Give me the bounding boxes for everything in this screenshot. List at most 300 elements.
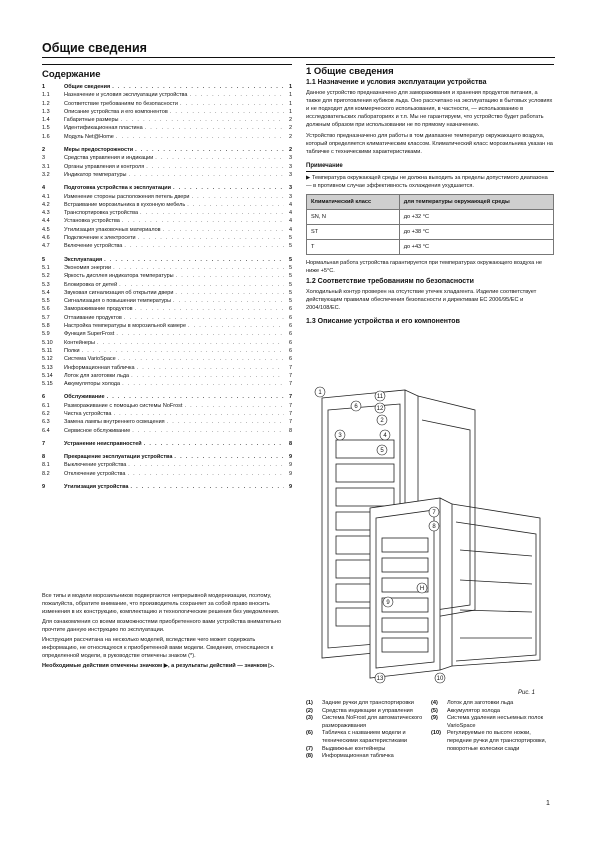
toc-entry[interactable] bbox=[42, 339, 292, 347]
toc-entry[interactable] bbox=[42, 133, 292, 141]
legend-text: Аккумулятор холода bbox=[447, 707, 500, 714]
legend-item bbox=[306, 746, 431, 754]
toc-number: 5.1 bbox=[42, 264, 50, 271]
toc-page: 3 bbox=[288, 193, 292, 200]
toc-page: 1 bbox=[288, 100, 292, 107]
toc-entry[interactable] bbox=[42, 184, 292, 192]
toc-entry[interactable] bbox=[42, 234, 292, 242]
legend-key: (3) bbox=[306, 715, 313, 722]
callout-6 bbox=[351, 401, 361, 411]
toc-leader bbox=[80, 347, 284, 355]
toc-page: 7 bbox=[288, 372, 292, 379]
table-cell: ST bbox=[307, 225, 400, 240]
toc-entry[interactable] bbox=[42, 322, 292, 330]
toc-page: 4 bbox=[288, 218, 292, 225]
toc-number: 1.4 bbox=[42, 117, 50, 124]
legend-key: (5) bbox=[431, 707, 438, 714]
callout-9 bbox=[383, 597, 393, 607]
svg-text:4: 4 bbox=[383, 433, 387, 439]
toc-number: 6.3 bbox=[42, 419, 50, 426]
toc-page: 6 bbox=[288, 331, 292, 338]
table-of-contents bbox=[42, 83, 292, 491]
toc-entry[interactable] bbox=[42, 226, 292, 234]
toc-number: 4.2 bbox=[42, 201, 50, 208]
toc-leader bbox=[116, 355, 284, 363]
toc-entry[interactable] bbox=[42, 264, 292, 272]
toc-title-text: Настройка температуры в морозильной камере bbox=[64, 323, 186, 330]
toc-entry[interactable] bbox=[42, 461, 292, 469]
toc-entry[interactable] bbox=[42, 124, 292, 132]
callout-12 bbox=[375, 403, 385, 413]
note-text: ▶ Температура окружающей среды не должна выходить за пределы допустимого диапазона — в противном случае эффективность охлаждения ухудшается. bbox=[306, 175, 548, 189]
toc-page: 7 bbox=[288, 394, 292, 401]
toc-entry[interactable] bbox=[42, 217, 292, 225]
toc-entry[interactable] bbox=[42, 305, 292, 313]
toc-entry[interactable] bbox=[42, 256, 292, 264]
toc-leader bbox=[135, 364, 284, 372]
table-cell: T bbox=[307, 240, 400, 255]
legend-key: (2) bbox=[306, 707, 313, 714]
figure-legend bbox=[306, 700, 556, 761]
toc-page: 3 bbox=[288, 171, 292, 178]
toc-leader bbox=[142, 440, 284, 448]
toc-leader bbox=[144, 163, 284, 171]
callout-1 bbox=[315, 387, 325, 397]
callout-3 bbox=[335, 430, 345, 440]
toc-number: 5.12 bbox=[42, 356, 53, 363]
svg-text:9: 9 bbox=[386, 600, 390, 606]
toc-number: 4.7 bbox=[42, 243, 50, 250]
toc-entry[interactable] bbox=[42, 347, 292, 355]
toc-entry[interactable] bbox=[42, 193, 292, 201]
legend-item bbox=[431, 730, 556, 753]
toc-title-text: Чистка устройства bbox=[64, 410, 112, 417]
toc-page: 6 bbox=[288, 356, 292, 363]
section-rule bbox=[306, 64, 554, 65]
toc-leader bbox=[129, 483, 285, 491]
toc-entry[interactable] bbox=[42, 440, 292, 448]
toc-title-text: Индикатор температуры bbox=[64, 171, 127, 178]
legend-text: Система удаления несъемных полок VarioSpace bbox=[447, 715, 544, 729]
note-rule bbox=[306, 171, 554, 172]
toc-entry[interactable] bbox=[42, 100, 292, 108]
toc-title-text: Подключение к электросети bbox=[64, 235, 136, 242]
legend-text: Лоток для заготовки льда bbox=[447, 700, 514, 706]
table-cell: SN, N bbox=[307, 210, 400, 225]
toc-title-text: Устранение неисправностей bbox=[64, 440, 142, 447]
toc-leader bbox=[174, 272, 284, 280]
legend-key: (1) bbox=[306, 700, 313, 706]
toc-title-text: Сигнализация о повышении температуры bbox=[64, 298, 172, 305]
toc-entry[interactable] bbox=[42, 380, 292, 388]
toc-page: 6 bbox=[288, 306, 292, 313]
legend-column-left bbox=[306, 700, 431, 761]
toc-number: 4.3 bbox=[42, 210, 50, 217]
legend-item bbox=[306, 730, 431, 745]
toc-entry[interactable] bbox=[42, 314, 292, 322]
toc-entry[interactable] bbox=[42, 272, 292, 280]
toc-number: 6.4 bbox=[42, 427, 50, 434]
toc-title-text: Звуковая сигнализация об открытии двери bbox=[64, 289, 174, 296]
legend-item bbox=[306, 708, 431, 716]
intro-paragraph-actions: Необходимые действия отмечены значком ▶, а результаты действий — значком ▷. bbox=[42, 663, 275, 669]
toc-number: 1.1 bbox=[42, 92, 50, 99]
table-row bbox=[307, 225, 554, 240]
svg-text:12: 12 bbox=[376, 406, 384, 412]
svg-text:13: 13 bbox=[376, 676, 384, 682]
toc-leader bbox=[114, 330, 284, 338]
toc-title-text: Замена лампы внутреннего освещения bbox=[64, 419, 165, 426]
toc-number: 6.1 bbox=[42, 402, 50, 409]
toc-leader bbox=[161, 226, 284, 234]
toc-leader bbox=[126, 461, 284, 469]
toc-title-text: Модуль Net@Home bbox=[64, 133, 114, 140]
legend-key: (9) bbox=[431, 715, 438, 722]
toc-title-text: Сервисное обслуживание bbox=[64, 427, 131, 434]
toc-page: 7 bbox=[288, 419, 292, 426]
paragraph: Данное устройство предназначено для замораживания и хранения продуктов питания, а также для приготовления кубиков льда. Оно рассчитано на эксплуатацию в бытовых условиях и не подходит для коммерческого использования, в частности, — использованию в исследовательских лабораториях и т.п. Мы не гарантируем, что устройство будет работать должным образом при использовании не по прямому назначению. bbox=[306, 90, 553, 128]
toc-number: 5.4 bbox=[42, 289, 50, 296]
callout-4 bbox=[380, 430, 390, 440]
toc-leader bbox=[153, 154, 284, 162]
table-row bbox=[307, 240, 554, 255]
toc-leader bbox=[186, 322, 284, 330]
toc-entry[interactable] bbox=[42, 453, 292, 461]
toc-number: 3.1 bbox=[42, 163, 50, 170]
toc-leader bbox=[189, 193, 284, 201]
toc-title-text: Размораживание с помощью системы NoFrost bbox=[64, 402, 183, 409]
svg-text:H: H bbox=[419, 586, 425, 592]
toc-leader bbox=[133, 146, 284, 154]
callout-h bbox=[417, 583, 427, 593]
toc-number: 5 bbox=[42, 256, 46, 263]
table-cell: до +43 °C bbox=[399, 240, 553, 255]
toc-leader bbox=[105, 393, 284, 401]
toc-number: 6 bbox=[42, 394, 46, 401]
toc-entry[interactable] bbox=[42, 330, 292, 338]
toc-entry[interactable] bbox=[42, 163, 292, 171]
header-rule bbox=[42, 57, 555, 58]
toc-title-text: Контейнеры bbox=[64, 339, 95, 346]
legend-item bbox=[306, 753, 431, 761]
toc-title-text: Аккумуляторы холода bbox=[64, 381, 121, 388]
toc-title-text: Органы управления и контроля bbox=[64, 163, 145, 170]
toc-entry[interactable] bbox=[42, 427, 292, 435]
toc-number: 2 bbox=[42, 147, 46, 154]
toc-page: 1 bbox=[288, 84, 292, 90]
legend-text: Система NoFrost для автоматического размораживания bbox=[322, 715, 423, 729]
toc-leader bbox=[130, 427, 284, 435]
toc-title-text: Экономия энергии bbox=[64, 264, 112, 271]
legend-text: Средства индикации и управления bbox=[322, 707, 413, 714]
toc-leader bbox=[185, 201, 284, 209]
page-title: Общие сведения bbox=[42, 41, 147, 55]
toc-page: 2 bbox=[288, 117, 292, 124]
toc-title-text: Подготовка устройства к эксплуатации bbox=[64, 185, 172, 192]
legend-text: Табличка с названием модели и техническими характеристиками bbox=[322, 730, 407, 744]
toc-entry[interactable] bbox=[42, 483, 292, 491]
subsection-heading: 1.3 Описание устройства и его компонентов bbox=[306, 318, 460, 325]
toc-entry[interactable] bbox=[42, 289, 292, 297]
toc-title-text: Обслуживание bbox=[64, 394, 105, 401]
toc-title-text: Блокировка от детей bbox=[64, 281, 118, 288]
toc-page: 3 bbox=[288, 155, 292, 162]
legend-item bbox=[306, 715, 431, 730]
toc-entry[interactable] bbox=[42, 355, 292, 363]
toc-page: 9 bbox=[288, 484, 292, 491]
toc-entry[interactable] bbox=[42, 372, 292, 380]
toc-title-text: Полки bbox=[64, 347, 80, 354]
toc-title-text: Выключение устройства bbox=[64, 462, 127, 469]
svg-text:11: 11 bbox=[376, 394, 384, 400]
table-header: Климатический класс bbox=[307, 195, 400, 210]
toc-leader bbox=[133, 305, 284, 313]
toc-page: 7 bbox=[288, 402, 292, 409]
toc-leader bbox=[122, 314, 284, 322]
toc-rule bbox=[42, 64, 292, 65]
toc-title-text: Замораживание продуктов bbox=[64, 306, 133, 313]
toc-number: 6.2 bbox=[42, 410, 50, 417]
toc-number: 9 bbox=[42, 484, 46, 491]
toc-leader bbox=[129, 372, 284, 380]
svg-text:6: 6 bbox=[354, 404, 358, 410]
toc-entry[interactable] bbox=[42, 171, 292, 179]
toc-leader bbox=[171, 184, 284, 192]
legend-key: (6) bbox=[306, 730, 313, 737]
toc-title-text: Описание устройства и его компонентов bbox=[64, 108, 168, 115]
toc-leader bbox=[172, 453, 284, 461]
toc-page: 5 bbox=[288, 264, 292, 271]
toc-entry[interactable] bbox=[42, 116, 292, 124]
toc-page: 2 bbox=[288, 147, 292, 154]
toc-number: 5.8 bbox=[42, 323, 50, 330]
toc-title-text: Оттаивание продуктов bbox=[64, 314, 122, 321]
callout-7 bbox=[429, 507, 439, 517]
toc-leader bbox=[178, 100, 284, 108]
toc-number: 5.11 bbox=[42, 347, 53, 354]
subsection-heading: 1.2 Соответствие требованиям по безопасности bbox=[306, 278, 474, 285]
toc-page: 1 bbox=[288, 92, 292, 99]
toc-title: Содержание bbox=[42, 69, 101, 80]
toc-page: 6 bbox=[288, 314, 292, 321]
toc-leader bbox=[187, 91, 284, 99]
toc-number: 8.2 bbox=[42, 470, 50, 477]
figure-caption: Рис. 1 bbox=[518, 690, 536, 696]
toc-title-text: Утилизация упаковочных материалов bbox=[64, 226, 161, 233]
toc-page: 4 bbox=[288, 226, 292, 233]
toc-leader bbox=[182, 402, 284, 410]
toc-page: 9 bbox=[288, 462, 292, 469]
toc-number: 4.6 bbox=[42, 235, 50, 242]
toc-entry[interactable] bbox=[42, 418, 292, 426]
toc-title-text: Яркость дисплея индикатора температуры bbox=[64, 273, 174, 280]
legend-text: Выдвижные контейнеры bbox=[322, 745, 386, 752]
page-number: 1 bbox=[546, 800, 550, 807]
legend-key: (7) bbox=[306, 745, 313, 752]
toc-title-text: Эксплуатация bbox=[64, 256, 103, 263]
toc-leader bbox=[102, 256, 284, 264]
toc-title-text: Включение устройства bbox=[64, 243, 123, 250]
toc-entry[interactable] bbox=[42, 108, 292, 116]
toc-entry[interactable] bbox=[42, 91, 292, 99]
toc-title-text: Отключение устройства bbox=[64, 470, 126, 477]
toc-number: 5.13 bbox=[42, 364, 53, 371]
section-heading: 1 Общие сведения bbox=[306, 66, 394, 77]
toc-title-text: Габаритные размеры bbox=[64, 117, 119, 124]
toc-leader bbox=[111, 410, 284, 418]
toc-leader bbox=[125, 470, 284, 478]
toc-entry[interactable] bbox=[42, 201, 292, 209]
toc-number: 1.6 bbox=[42, 133, 50, 140]
toc-entry[interactable] bbox=[42, 402, 292, 410]
toc-entry[interactable] bbox=[42, 470, 292, 478]
toc-title-text: Идентификационная пластина bbox=[64, 125, 143, 132]
toc-page: 7 bbox=[288, 410, 292, 417]
toc-leader bbox=[122, 242, 284, 250]
toc-entry[interactable] bbox=[42, 83, 292, 91]
toc-number: 5.15 bbox=[42, 381, 53, 388]
toc-page: 9 bbox=[288, 454, 292, 461]
toc-title-text: Соответствие требованиям по безопасности bbox=[64, 100, 178, 107]
svg-text:7: 7 bbox=[432, 510, 436, 516]
toc-number: 5.14 bbox=[42, 372, 53, 379]
toc-title-text: Прекращение эксплуатации устройства bbox=[64, 454, 173, 461]
subsection-heading: 1.1 Назначение и условия эксплуатации устройства bbox=[306, 79, 487, 86]
intro-paragraph: Все типы и модели морозильников подвергаются непрерывной модернизации, поэтому, пожалуйста, обратите внимание, что производитель сохраняет за собой право вносить изменения в их конструкцию, комплектацию и технологические решения без уведомления. bbox=[42, 593, 280, 615]
toc-leader bbox=[136, 234, 284, 242]
table-header: для температуры окружающей среды bbox=[399, 195, 553, 210]
toc-page: 4 bbox=[288, 210, 292, 217]
toc-title-text: Информационная табличка bbox=[64, 364, 135, 371]
toc-entry[interactable] bbox=[42, 146, 292, 154]
toc-title-text: Встраивание морозильника в кухонную мебель bbox=[64, 201, 186, 208]
legend-text: Регулируемые по высоте ножки, передние ручки для транспортировки, поворотные колесики сзади bbox=[447, 730, 547, 752]
legend-key: (8) bbox=[306, 753, 313, 760]
svg-text:2: 2 bbox=[380, 418, 384, 424]
paragraph: Нормальная работа устройства гарантируется при температурах окружающего воздуха не ниже +5°C. bbox=[306, 260, 542, 274]
toc-number: 4.1 bbox=[42, 193, 50, 200]
toc-leader bbox=[95, 339, 284, 347]
paragraph: Холодильный контур проверен на отсутствие утечек хладагента. Изделие соответствует действующим правилам обеспечения безопасности и директивам ЕС 2006/95/EC и 2004/108/EC. bbox=[306, 289, 537, 311]
legend-item bbox=[431, 700, 556, 708]
legend-column-right bbox=[431, 700, 556, 761]
toc-page: 7 bbox=[288, 364, 292, 371]
toc-number: 5.10 bbox=[42, 339, 53, 346]
toc-page: 5 bbox=[288, 298, 292, 305]
toc-number: 5.5 bbox=[42, 298, 50, 305]
table-cell: до +38 °C bbox=[399, 225, 553, 240]
legend-item bbox=[306, 700, 431, 708]
toc-number: 4.4 bbox=[42, 218, 50, 225]
toc-leader bbox=[143, 124, 284, 132]
toc-page: 1 bbox=[288, 108, 292, 115]
toc-page: 9 bbox=[288, 470, 292, 477]
toc-leader bbox=[118, 116, 284, 124]
toc-leader bbox=[120, 380, 284, 388]
toc-page: 6 bbox=[288, 323, 292, 330]
toc-leader bbox=[114, 133, 284, 141]
callout-13 bbox=[375, 673, 385, 683]
toc-entry[interactable] bbox=[42, 364, 292, 372]
svg-text:5: 5 bbox=[380, 448, 384, 454]
toc-leader bbox=[171, 297, 284, 305]
toc-page: 5 bbox=[288, 281, 292, 288]
toc-entry[interactable] bbox=[42, 297, 292, 305]
toc-entry[interactable] bbox=[42, 281, 292, 289]
toc-page: 5 bbox=[288, 243, 292, 250]
toc-number: 5.3 bbox=[42, 281, 50, 288]
toc-leader bbox=[110, 83, 284, 91]
toc-number: 1.2 bbox=[42, 100, 50, 107]
toc-entry[interactable] bbox=[42, 242, 292, 250]
toc-number: 8.1 bbox=[42, 462, 50, 469]
intro-paragraph: Инструкция рассчитана на несколько моделей, вследствие чего может содержать информацию, не относящуюся к приобретенной вами модели. Сведения, относящиеся к определенной модели, в руководстве отмечены знаком (*). bbox=[42, 637, 274, 659]
toc-entry[interactable] bbox=[42, 154, 292, 162]
toc-page: 5 bbox=[288, 235, 292, 242]
toc-number: 5.2 bbox=[42, 273, 50, 280]
callout-2 bbox=[377, 415, 387, 425]
toc-page: 8 bbox=[288, 427, 292, 434]
callout-10 bbox=[435, 673, 445, 683]
toc-number: 3.2 bbox=[42, 171, 50, 178]
legend-key: (4) bbox=[431, 700, 438, 706]
toc-entry[interactable] bbox=[42, 410, 292, 418]
toc-number: 4 bbox=[42, 185, 46, 192]
toc-leader bbox=[173, 289, 284, 297]
callout-8 bbox=[429, 521, 439, 531]
climate-class-table bbox=[306, 194, 554, 255]
toc-title-text: Лоток для заготовки льда bbox=[64, 372, 130, 379]
callout-5 bbox=[377, 445, 387, 455]
intro-paragraph: Для ознакомления со всеми возможностями приобретенного вами устройства внимательно прочтите данную инструкцию по эксплуатации. bbox=[42, 619, 282, 633]
toc-number: 5.6 bbox=[42, 306, 50, 313]
toc-number: 5.7 bbox=[42, 314, 50, 321]
legend-item bbox=[431, 708, 556, 716]
toc-page: 3 bbox=[288, 185, 292, 192]
toc-page: 2 bbox=[288, 133, 292, 140]
toc-title-text: Функция SuperFrost bbox=[64, 331, 115, 338]
toc-page: 6 bbox=[288, 339, 292, 346]
toc-title-text: Средства управления и индикации bbox=[64, 155, 154, 162]
toc-page: 4 bbox=[288, 201, 292, 208]
legend-text: Информационная табличка bbox=[322, 753, 394, 760]
toc-page: 5 bbox=[288, 256, 292, 263]
legend-key: (10) bbox=[431, 730, 441, 737]
toc-number: 7 bbox=[42, 440, 46, 447]
svg-text:1: 1 bbox=[318, 390, 322, 396]
toc-entry[interactable] bbox=[42, 393, 292, 401]
toc-page: 8 bbox=[288, 440, 292, 447]
toc-number: 1.3 bbox=[42, 108, 50, 115]
section-general bbox=[306, 68, 554, 328]
toc-number: 4.5 bbox=[42, 226, 50, 233]
table-cell: до +32 °C bbox=[399, 210, 553, 225]
toc-number: 8 bbox=[42, 454, 46, 461]
svg-text:8: 8 bbox=[432, 524, 436, 530]
toc-page: 3 bbox=[288, 163, 292, 170]
toc-title-text: Меры предосторожности bbox=[64, 147, 134, 154]
svg-text:3: 3 bbox=[338, 433, 342, 439]
toc-leader bbox=[165, 418, 284, 426]
toc-leader bbox=[126, 171, 284, 179]
note-title: Примечание bbox=[306, 163, 343, 169]
intro-text bbox=[42, 592, 292, 672]
toc-page: 5 bbox=[288, 273, 292, 280]
toc-number: 1 bbox=[42, 84, 46, 90]
toc-entry[interactable] bbox=[42, 209, 292, 217]
toc-title-text: Транспортировка устройства bbox=[64, 210, 139, 217]
toc-leader bbox=[138, 209, 284, 217]
